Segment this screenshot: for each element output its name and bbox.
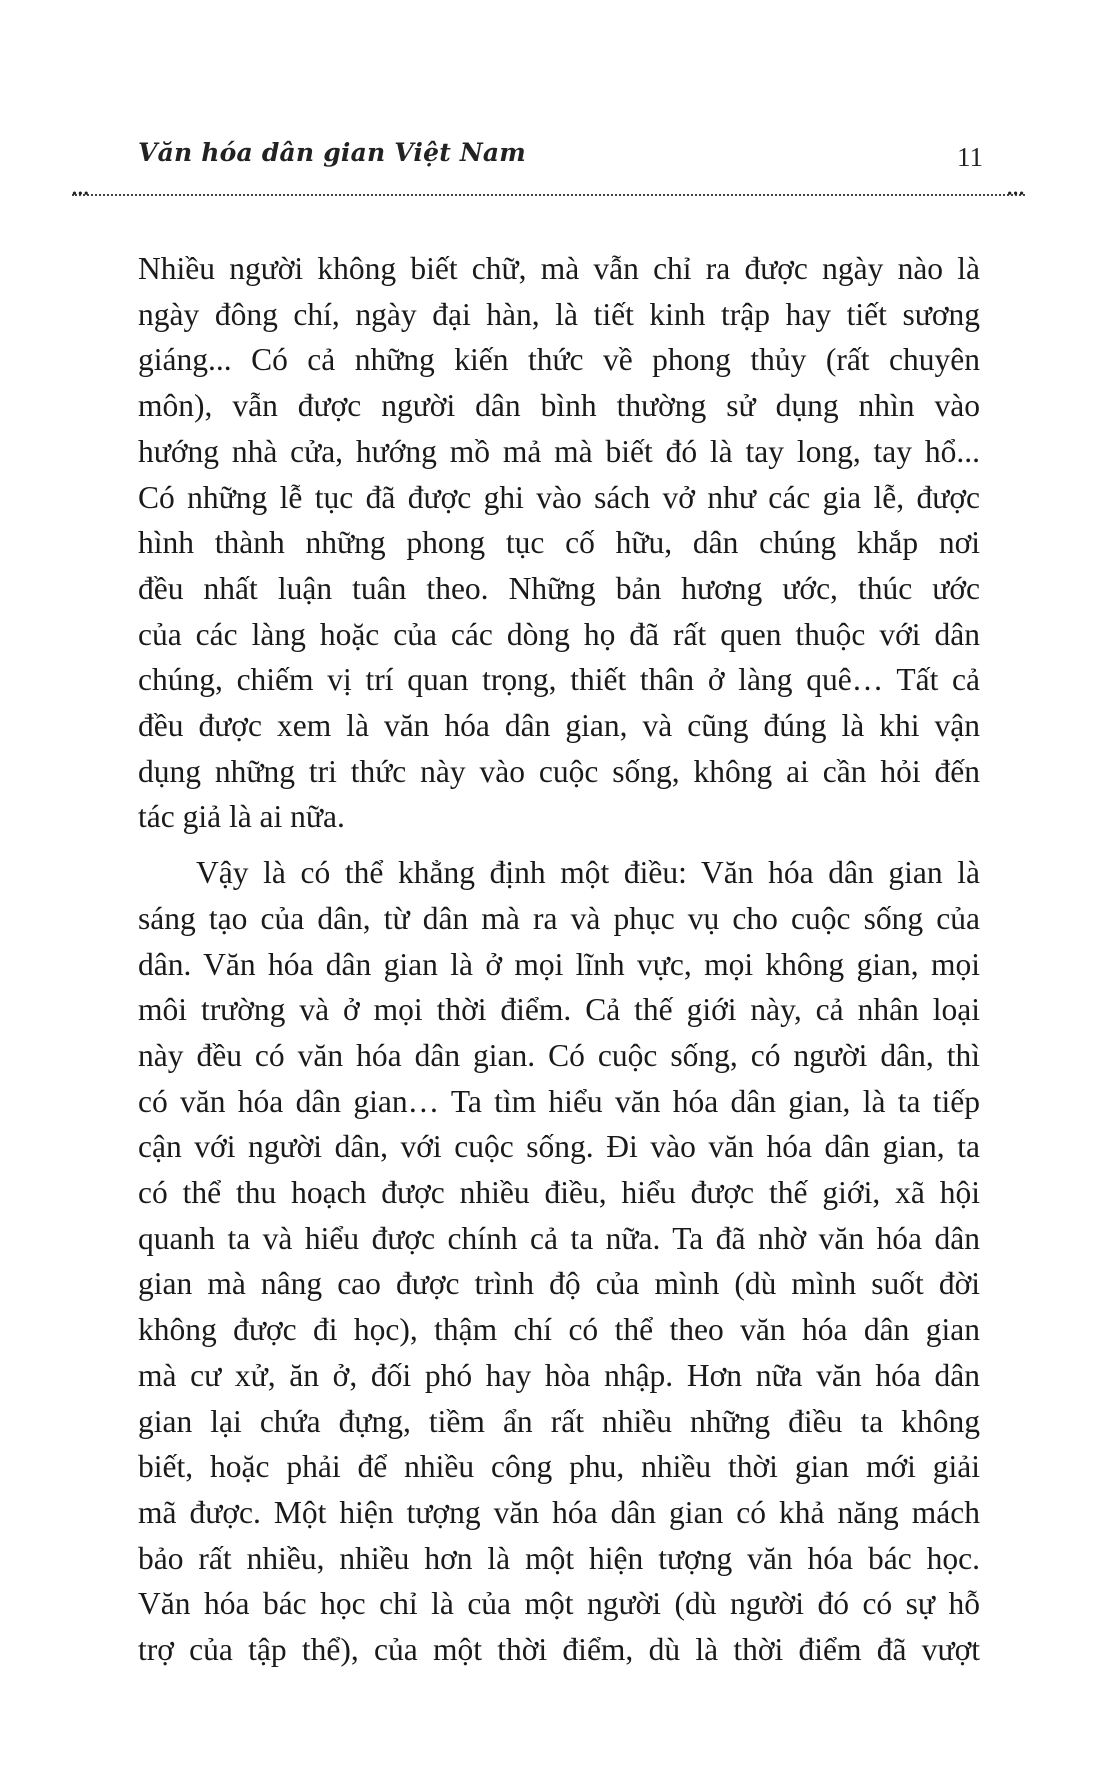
text-line: của các làng hoặc của các dòng họ đã rất quen thuộc với dân [138, 616, 980, 652]
running-title: Văn hóa dân gian Việt Nam [138, 138, 526, 167]
paragraph [138, 850, 980, 1673]
text-line: biết, hoặc phải để nhiều công phu, nhiều thời gian mới giải [138, 1449, 980, 1485]
page-header [138, 128, 983, 178]
text-line: Vậy là có thể khẳng định một điều: Văn hóa dân gian là [196, 855, 980, 891]
paragraph [138, 246, 980, 840]
text-line: môi trường và ở mọi thời điểm. Cả thế giới này, cả nhân loại [138, 992, 980, 1028]
text-line: Văn hóa bác học chỉ là của một người (dù người đó có sự hỗ [138, 1586, 980, 1622]
text-line: cận với người dân, với cuộc sống. Đi vào văn hóa dân gian, ta [138, 1129, 980, 1165]
rule-dots-right: ••• [1007, 187, 1025, 202]
text-line: môn), vẫn được người dân bình thường sử dụng nhìn vào [138, 388, 980, 424]
text-line: đều được xem là văn hóa dân gian, và cũng đúng là khi vận [138, 708, 980, 744]
text-line: không được đi học), thậm chí có thể theo văn hóa dân gian [138, 1312, 980, 1348]
page-number: 11 [957, 142, 983, 172]
text-line: có thể thu hoạch được nhiều điều, hiểu được thế giới, xã hội [138, 1175, 980, 1211]
text-line: gian lại chứa đựng, tiềm ẩn rất nhiều những điều ta không [138, 1403, 980, 1439]
text-line: dụng những tri thức này vào cuộc sống, không ai cần hỏi đến [138, 753, 980, 789]
body-text [138, 246, 980, 1673]
text-line: trợ của tập thể), của một thời điểm, dù là thời điểm đã vượt [138, 1632, 980, 1668]
text-line: hướng nhà cửa, hướng mồ mả mà biết đó là tay long, tay hổ... [138, 433, 980, 469]
header-dotted-rule [72, 194, 1025, 196]
text-line: quanh ta và hiểu được chính cả ta nữa. Ta đã nhờ văn hóa dân [138, 1220, 980, 1256]
text-line: giáng... Có cả những kiến thức về phong thủy (rất chuyên [138, 342, 980, 378]
text-line: tác giả là ai nữa. [138, 799, 345, 835]
text-line: hình thành những phong tục cố hữu, dân chúng khắp nơi [138, 525, 980, 561]
text-line: ngày đông chí, ngày đại hàn, là tiết kinh trập hay tiết sương [138, 296, 980, 332]
rule-dots-left: ••• [72, 187, 90, 202]
text-line: Có những lễ tục đã được ghi vào sách vở như các gia lễ, được [138, 479, 980, 515]
text-line: này đều có văn hóa dân gian. Có cuộc sống, có người dân, thì [138, 1037, 980, 1073]
text-line: dân. Văn hóa dân gian là ở mọi lĩnh vực, mọi không gian, mọi [138, 946, 980, 982]
text-line: Nhiều người không biết chữ, mà vẫn chỉ ra được ngày nào là [138, 251, 980, 286]
text-line: gian mà nâng cao được trình độ của mình (dù mình suốt đời [138, 1266, 980, 1302]
text-line: mã được. Một hiện tượng văn hóa dân gian có khả năng mách [138, 1494, 980, 1530]
text-line: có văn hóa dân gian… Ta tìm hiểu văn hóa dân gian, là ta tiếp [138, 1083, 980, 1119]
text-line: bảo rất nhiều, nhiều hơn là một hiện tượng văn hóa bác học. [138, 1540, 980, 1576]
text-line: mà cư xử, ăn ở, đối phó hay hòa nhập. Hơn nữa văn hóa dân [138, 1357, 980, 1393]
text-line: sáng tạo của dân, từ dân mà ra và phục vụ cho cuộc sống của [138, 900, 980, 936]
text-line: đều nhất luận tuân theo. Những bản hương ước, thúc ước [138, 570, 980, 606]
text-line: chúng, chiếm vị trí quan trọng, thiết thân ở làng quê… Tất cả [138, 662, 980, 698]
